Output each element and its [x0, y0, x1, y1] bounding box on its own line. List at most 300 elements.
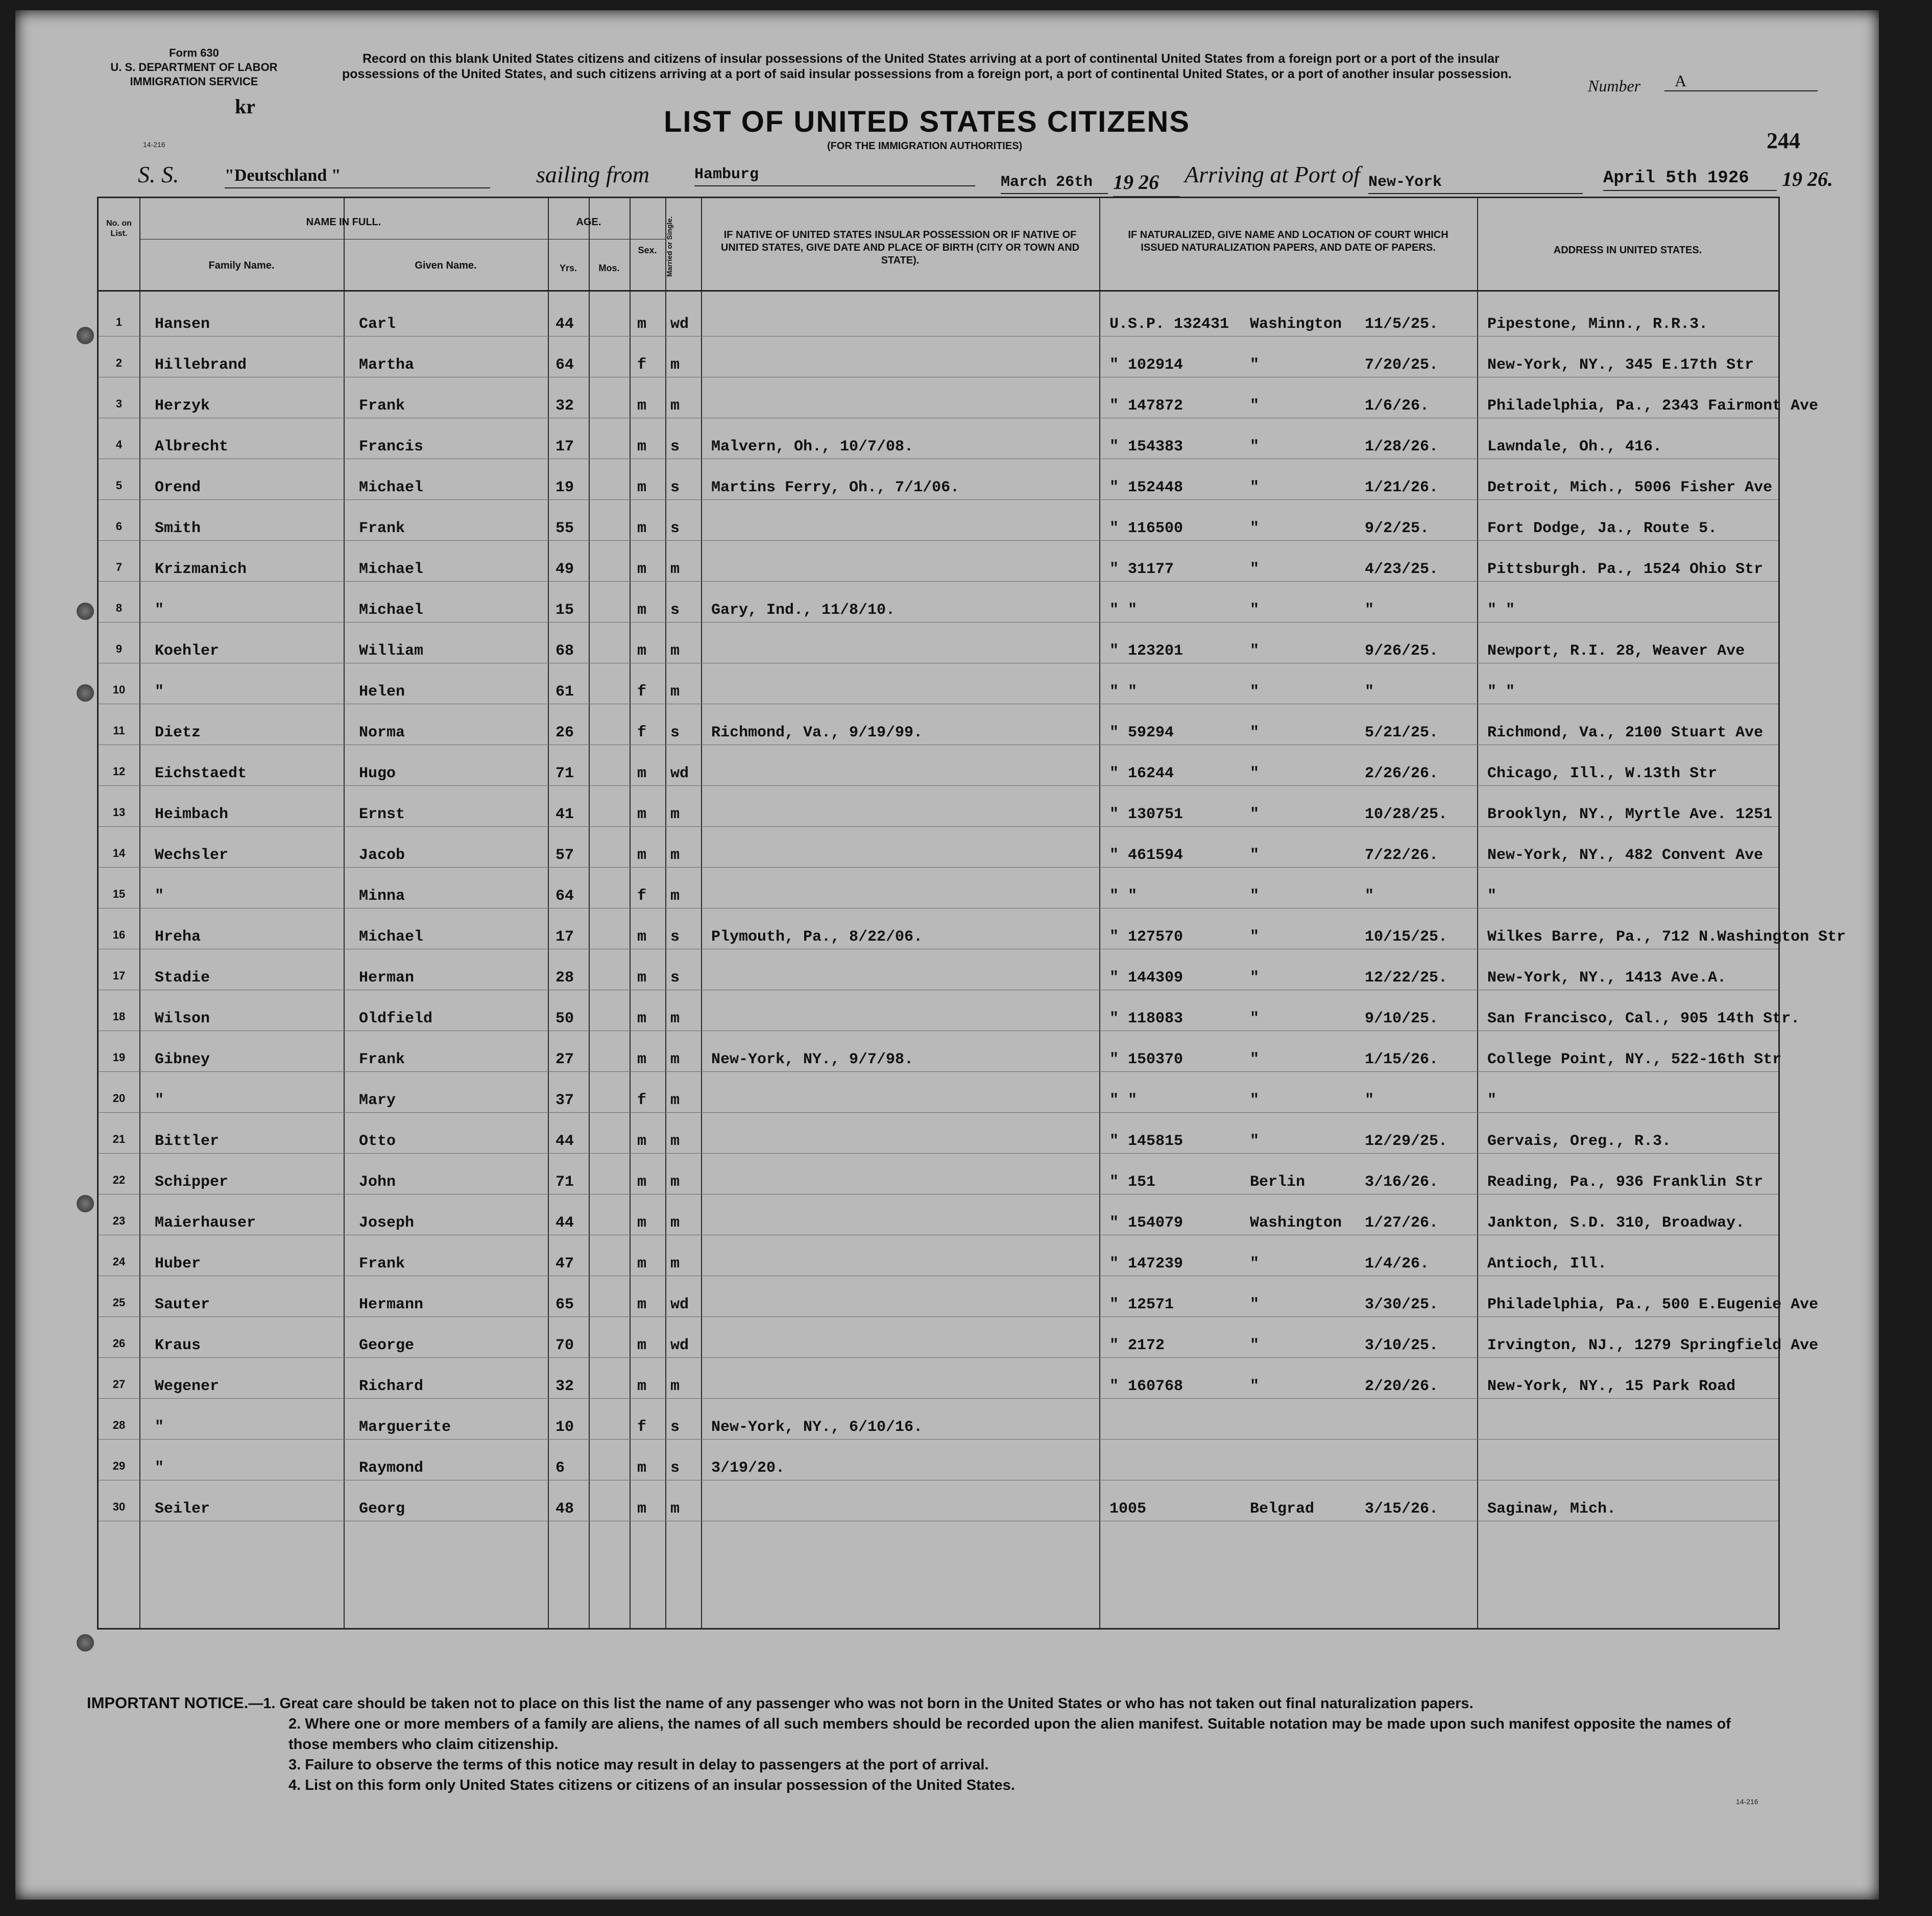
- header-name-in-full: NAME IN FULL.: [306, 217, 381, 228]
- row-number: 3: [115, 397, 123, 410]
- birth-place-date: 3/19/20.: [711, 1459, 785, 1477]
- row-number: 7: [115, 561, 123, 573]
- marital-status: m: [670, 1500, 680, 1518]
- given-name: Jacob: [359, 847, 405, 864]
- record-instructions: Record on this blank United States citizens and citizens of insular possessions of the United States arriving at a port of continental United States from a foreign port or a port of the insular possessions of the United States, and such citizens arriving at a port of said insular possessions from a foreign port, a port of continental United States, or a port of another insular possession.: [342, 52, 1512, 81]
- naturalization-date: 5/21/25.: [1365, 724, 1439, 741]
- us-address: Pipestone, Minn., R.R.3.: [1487, 316, 1708, 333]
- year-from: 19 26: [1113, 170, 1179, 197]
- header-age: AGE.: [576, 217, 601, 228]
- marital-status: s: [670, 724, 680, 741]
- court-location: ": [1250, 1010, 1260, 1027]
- row-number: 19: [112, 1051, 126, 1064]
- naturalization-date: 2/26/26.: [1365, 765, 1439, 782]
- family-name: ": [155, 1459, 164, 1477]
- punch-hole: [77, 603, 94, 620]
- naturalization-certificate: " 154383: [1109, 438, 1184, 456]
- court-location: ": [1250, 1133, 1260, 1150]
- marital-status: m: [670, 1133, 680, 1150]
- ss-label: S. S.: [138, 161, 179, 187]
- date-to: April 5th 1926: [1603, 169, 1777, 191]
- row-number: 4: [115, 438, 123, 451]
- header-address: ADDRESS IN UNITED STATES.: [1553, 245, 1702, 256]
- naturalization-date: ": [1365, 888, 1374, 905]
- us-address: Brooklyn, NY., Myrtle Ave. 1251: [1487, 806, 1773, 823]
- birth-place-date: Richmond, Va., 9/19/99.: [711, 724, 923, 741]
- marital-status: s: [670, 602, 680, 619]
- row-number: 10: [112, 683, 126, 696]
- naturalization-date: 1/27/26.: [1365, 1214, 1439, 1232]
- page-title: LIST OF UNITED STATES CITIZENS: [664, 105, 1190, 138]
- naturalization-date: 9/26/25.: [1365, 642, 1439, 660]
- naturalization-certificate: " 144309: [1109, 969, 1184, 987]
- row-number: 12: [112, 765, 126, 778]
- court-location: ": [1250, 1296, 1260, 1313]
- us-address: Philadelphia, Pa., 2343 Fairmont Ave: [1487, 397, 1819, 415]
- birth-place-date: Gary, Ind., 11/8/10.: [711, 602, 896, 619]
- marital-status: m: [670, 1255, 680, 1273]
- sex: m: [637, 765, 647, 782]
- us-address: Jankton, S.D. 310, Broadway.: [1487, 1214, 1745, 1232]
- court-location: Washington: [1250, 316, 1342, 333]
- given-name: Hugo: [359, 765, 396, 782]
- sex: m: [637, 479, 647, 496]
- age-years: 44: [556, 316, 574, 333]
- row-rule: [99, 826, 1778, 827]
- row-number: 25: [112, 1296, 126, 1309]
- us-address: Richmond, Va., 2100 Stuart Ave: [1487, 724, 1764, 741]
- row-number: 15: [112, 888, 126, 900]
- row-rule: [99, 1398, 1778, 1399]
- family-name: ": [155, 683, 164, 701]
- row-number: 30: [112, 1500, 126, 1513]
- sex: m: [637, 1296, 647, 1313]
- punch-hole: [77, 684, 94, 702]
- row-rule: [99, 1071, 1778, 1072]
- naturalization-certificate: " 116500: [1109, 520, 1184, 537]
- naturalization-certificate: " 2172: [1109, 1337, 1165, 1354]
- family-name: Wegener: [155, 1378, 220, 1395]
- age-years: 68: [556, 642, 574, 660]
- row-rule: [99, 1112, 1778, 1113]
- naturalization-date: 3/16/26.: [1365, 1173, 1439, 1191]
- marital-status: m: [670, 397, 680, 415]
- row-number: 18: [112, 1010, 126, 1023]
- naturalization-certificate: " ": [1109, 602, 1138, 619]
- age-years: 41: [556, 806, 574, 823]
- family-name: Maierhauser: [155, 1214, 256, 1232]
- birth-place-date: Martins Ferry, Oh., 7/1/06.: [711, 479, 960, 496]
- given-name: Michael: [359, 561, 424, 578]
- given-name: Frank: [359, 520, 405, 537]
- marital-status: wd: [670, 1337, 689, 1354]
- row-number: 11: [113, 724, 125, 737]
- row-number: 6: [115, 520, 123, 533]
- age-years: 37: [556, 1092, 574, 1109]
- family-name: Kraus: [155, 1337, 201, 1354]
- header-sex: Sex.: [638, 245, 657, 255]
- family-name: Wechsler: [155, 847, 229, 864]
- port-from: Hamburg: [694, 166, 975, 186]
- number-label: Number: [1588, 77, 1641, 95]
- marital-status: m: [670, 806, 680, 823]
- court-location: ": [1250, 847, 1260, 864]
- naturalization-certificate: " 147239: [1109, 1255, 1184, 1273]
- family-name: Dietz: [155, 724, 201, 741]
- row-number: 9: [115, 642, 123, 655]
- court-location: ": [1250, 806, 1260, 823]
- row-number: 13: [112, 806, 126, 819]
- sex: m: [637, 806, 647, 823]
- birth-place-date: New-York, NY., 6/10/16.: [711, 1419, 923, 1436]
- voyage-line: [117, 161, 1833, 194]
- naturalization-date: 3/30/25.: [1365, 1296, 1439, 1313]
- given-name: Otto: [359, 1133, 396, 1150]
- sex: m: [637, 847, 647, 864]
- page-number: 244: [1767, 128, 1800, 153]
- naturalization-certificate: " 12571: [1109, 1296, 1174, 1313]
- given-name: John: [359, 1173, 396, 1191]
- sex: m: [637, 1133, 647, 1150]
- naturalization-date: 9/2/25.: [1365, 520, 1430, 537]
- family-name: Hillebrand: [155, 356, 247, 374]
- court-location: ": [1250, 1378, 1260, 1395]
- important-notice: [87, 1693, 1772, 1795]
- naturalization-certificate: " 461594: [1109, 847, 1184, 864]
- naturalization-date: 1/6/26.: [1365, 397, 1430, 415]
- naturalization-date: 10/15/25.: [1365, 928, 1448, 946]
- header-no-on-list: No. on List.: [106, 219, 132, 238]
- punch-hole: [77, 327, 94, 344]
- row-rule: [99, 785, 1778, 786]
- given-name: Michael: [359, 602, 424, 619]
- age-years: 19: [556, 479, 574, 496]
- marital-status: m: [670, 1173, 680, 1191]
- court-location: ": [1250, 397, 1260, 415]
- marital-status: m: [670, 1214, 680, 1232]
- naturalization-date: 1/28/26.: [1365, 438, 1439, 456]
- marital-status: s: [670, 520, 680, 537]
- punch-hole: [77, 1634, 94, 1651]
- notice-item-1: IMPORTANT NOTICE.—1. Great care should be taken not to place on this list the name of any passenger who was not born in the United States or who has not taken out final naturalization papers.: [87, 1694, 1474, 1712]
- naturalization-date: 1/4/26.: [1365, 1255, 1430, 1273]
- sex: m: [637, 1010, 647, 1027]
- given-name: Francis: [359, 438, 424, 456]
- us-address: New-York, NY., 15 Park Road: [1487, 1378, 1736, 1395]
- family-name: ": [155, 1419, 164, 1436]
- court-location: ": [1250, 479, 1260, 496]
- given-name: Marguerite: [359, 1419, 451, 1436]
- header-yrs: Yrs.: [559, 263, 577, 273]
- row-number: 8: [115, 602, 123, 614]
- age-years: 6: [556, 1459, 565, 1477]
- court-location: ": [1250, 520, 1260, 537]
- family-name: Smith: [155, 520, 201, 537]
- header-married-single: Married or Single.: [665, 216, 673, 277]
- ship-name: "Deutschland ": [225, 166, 490, 188]
- family-name: Eichstaedt: [155, 765, 247, 782]
- naturalization-date: 7/20/25.: [1365, 356, 1439, 374]
- given-name: Mary: [359, 1092, 396, 1109]
- header-naturalized: IF NATURALIZED, GIVE NAME AND LOCATION OF COURT WHICH ISSUED NATURALIZATION PAPERS, AND DATE OF PAPERS.: [1128, 229, 1448, 253]
- given-name: Oldfield: [359, 1010, 433, 1027]
- naturalization-certificate: " 16244: [1109, 765, 1174, 782]
- sex: m: [637, 1255, 647, 1273]
- naturalization-date: 12/29/25.: [1365, 1133, 1448, 1150]
- row-number: 22: [112, 1173, 126, 1186]
- age-years: 32: [556, 397, 574, 415]
- notice-item-3: 3. Failure to observe the terms of this notice may result in delay to passengers at the port of arrival.: [288, 1757, 989, 1773]
- given-name: Frank: [359, 1255, 405, 1273]
- birth-place-date: New-York, NY., 9/7/98.: [711, 1051, 914, 1068]
- us-address: Antioch, Ill.: [1487, 1255, 1607, 1273]
- family-name: Gibney: [155, 1051, 210, 1068]
- us-address: Gervais, Oreg., R.3.: [1487, 1133, 1672, 1150]
- marital-status: wd: [670, 316, 689, 333]
- court-location: ": [1250, 765, 1260, 782]
- court-location: Belgrad: [1250, 1500, 1315, 1518]
- sex: m: [637, 520, 647, 537]
- family-name: ": [155, 1092, 164, 1109]
- us-address: Irvington, NJ., 1279 Springfield Ave: [1487, 1337, 1819, 1354]
- us-address: Detroit, Mich., 5006 Fisher Ave: [1487, 479, 1773, 496]
- sex: m: [637, 1378, 647, 1395]
- naturalization-certificate: " 145815: [1109, 1133, 1184, 1150]
- row-rule: [99, 1357, 1778, 1358]
- family-name: Hansen: [155, 316, 210, 333]
- given-name: Raymond: [359, 1459, 424, 1477]
- service: IMMIGRATION SERVICE: [130, 75, 258, 88]
- naturalization-certificate: " 127570: [1109, 928, 1184, 946]
- age-years: 64: [556, 356, 574, 374]
- given-name: Norma: [359, 724, 405, 741]
- department: U. S. DEPARTMENT OF LABOR: [110, 61, 278, 74]
- sex: f: [637, 1092, 647, 1109]
- us-address: Fort Dodge, Ja., Route 5.: [1487, 520, 1718, 537]
- naturalization-certificate: " 154079: [1109, 1214, 1184, 1232]
- us-address: Reading, Pa., 936 Franklin Str: [1487, 1173, 1764, 1191]
- age-years: 32: [556, 1378, 574, 1395]
- family-name: Seiler: [155, 1500, 210, 1518]
- given-name: Joseph: [359, 1214, 415, 1232]
- age-years: 17: [556, 438, 574, 456]
- court-location: ": [1250, 438, 1260, 456]
- naturalization-date: ": [1365, 1092, 1374, 1109]
- us-address: " ": [1487, 683, 1515, 701]
- given-name: Richard: [359, 1378, 424, 1395]
- marital-status: wd: [670, 1296, 689, 1313]
- row-rule: [99, 1439, 1778, 1440]
- age-years: 70: [556, 1337, 574, 1354]
- age-years: 17: [556, 928, 574, 946]
- sex: f: [637, 1419, 647, 1436]
- number-value: A: [1664, 71, 1818, 91]
- row-rule: [99, 1316, 1778, 1317]
- sex: f: [637, 724, 647, 741]
- row-rule: [99, 867, 1778, 868]
- family-name: Wilson: [155, 1010, 210, 1027]
- naturalization-certificate: " 102914: [1109, 356, 1184, 374]
- naturalization-date: 3/15/26.: [1365, 1500, 1439, 1518]
- naturalization-certificate: 1005: [1109, 1500, 1147, 1518]
- notice-item-2: 2. Where one or more members of a family are aliens, the names of all such members should be recorded upon the alien manifest. Suitable notation may be made upon such manifest opposite the names of those members who claim citizenship.: [288, 1716, 1731, 1753]
- marital-status: m: [670, 888, 680, 905]
- family-name: ": [155, 888, 164, 905]
- us-address: New-York, NY., 482 Convent Ave: [1487, 847, 1764, 864]
- court-location: ": [1250, 642, 1260, 660]
- age-years: 44: [556, 1214, 574, 1232]
- sex: m: [637, 561, 647, 578]
- us-address: Newport, R.I. 28, Weaver Ave: [1487, 642, 1745, 660]
- age-years: 44: [556, 1133, 574, 1150]
- naturalization-certificate: " 150370: [1109, 1051, 1184, 1068]
- family-name: Hreha: [155, 928, 201, 946]
- us-address: Pittsburgh. Pa., 1524 Ohio Str: [1487, 561, 1764, 578]
- age-years: 27: [556, 1051, 574, 1068]
- marital-status: s: [670, 928, 680, 946]
- naturalization-certificate: " 160768: [1109, 1378, 1184, 1395]
- naturalization-date: 1/15/26.: [1365, 1051, 1439, 1068]
- us-address: ": [1487, 1092, 1497, 1109]
- marital-status: s: [670, 969, 680, 987]
- given-name: Frank: [359, 1051, 405, 1068]
- age-years: 71: [556, 1173, 574, 1191]
- marital-status: m: [670, 1051, 680, 1068]
- naturalization-date: 2/20/26.: [1365, 1378, 1439, 1395]
- marital-status: m: [670, 642, 680, 660]
- row-number: 26: [112, 1337, 126, 1350]
- row-rule: [99, 581, 1778, 582]
- court-location: Berlin: [1250, 1173, 1306, 1191]
- marital-status: m: [670, 1378, 680, 1395]
- family-name: Koehler: [155, 642, 220, 660]
- given-name: Hermann: [359, 1296, 424, 1313]
- marital-status: m: [670, 561, 680, 578]
- given-name: Helen: [359, 683, 405, 701]
- naturalization-date: 11/5/25.: [1365, 316, 1439, 333]
- us-address: Lawndale, Oh., 416.: [1487, 438, 1662, 456]
- age-years: 65: [556, 1296, 574, 1313]
- family-name: Huber: [155, 1255, 201, 1273]
- age-years: 57: [556, 847, 574, 864]
- court-location: ": [1250, 1255, 1260, 1273]
- marital-status: s: [670, 1419, 680, 1436]
- family-name: Sauter: [155, 1296, 210, 1313]
- us-address: New-York, NY., 1413 Ave.A.: [1487, 969, 1727, 987]
- age-years: 64: [556, 888, 574, 905]
- age-years: 49: [556, 561, 574, 578]
- age-years: 26: [556, 724, 574, 741]
- sex: m: [637, 969, 647, 987]
- sex: m: [637, 602, 647, 619]
- notice-heading: IMPORTANT NOTICE.: [87, 1694, 249, 1712]
- sex: m: [637, 438, 647, 456]
- year-to: 19 26.: [1782, 167, 1833, 190]
- row-number: 21: [112, 1133, 126, 1145]
- sex: m: [637, 1173, 647, 1191]
- sex: m: [637, 1500, 647, 1518]
- notice-item-4: 4. List on this form only United States citizens or citizens of an insular possession of the United States.: [288, 1777, 1015, 1793]
- us-address: ": [1487, 888, 1497, 905]
- given-name: Michael: [359, 928, 424, 946]
- row-rule: [99, 540, 1778, 541]
- family-name: Stadie: [155, 969, 210, 987]
- court-location: ": [1250, 969, 1260, 987]
- court-location: ": [1250, 1092, 1260, 1109]
- naturalization-date: 9/10/25.: [1365, 1010, 1439, 1027]
- marital-status: s: [670, 479, 680, 496]
- given-name: Georg: [359, 1500, 405, 1518]
- naturalization-date: 3/10/25.: [1365, 1337, 1439, 1354]
- court-location: ": [1250, 683, 1260, 701]
- naturalization-certificate: " 147872: [1109, 397, 1184, 415]
- naturalization-certificate: " ": [1109, 683, 1138, 701]
- marital-status: m: [670, 356, 680, 374]
- row-number: 14: [112, 847, 126, 859]
- naturalization-date: 7/22/26.: [1365, 847, 1439, 864]
- header-native: IF NATIVE OF UNITED STATES INSULAR POSSESSION OR IF NATIVE OF UNITED STATES, GIVE DATE AND PLACE OF BIRTH (CITY OR TOWN AND STATE).: [720, 229, 1080, 266]
- age-years: 55: [556, 520, 574, 537]
- row-number: 28: [112, 1419, 126, 1431]
- row-number: 16: [112, 928, 126, 941]
- given-name: Ernst: [359, 806, 405, 823]
- row-rule: [99, 336, 1778, 337]
- court-location: Washington: [1250, 1214, 1342, 1232]
- naturalization-certificate: " 130751: [1109, 806, 1184, 823]
- sex: f: [637, 683, 647, 701]
- clerk-mark: kr: [235, 95, 255, 118]
- sailing-label: sailing from: [536, 161, 649, 187]
- sex: m: [637, 1214, 647, 1232]
- given-name: Minna: [359, 888, 405, 905]
- sex: f: [637, 356, 647, 374]
- age-years: 50: [556, 1010, 574, 1027]
- marital-status: m: [670, 847, 680, 864]
- sex: m: [637, 1051, 647, 1068]
- age-years: 61: [556, 683, 574, 701]
- given-name: Frank: [359, 397, 405, 415]
- naturalization-date: 1/21/26.: [1365, 479, 1439, 496]
- naturalization-date: 4/23/25.: [1365, 561, 1439, 578]
- family-name: Herzyk: [155, 397, 210, 415]
- court-location: ": [1250, 928, 1260, 946]
- naturalization-certificate: " 118083: [1109, 1010, 1184, 1027]
- marital-status: s: [670, 1459, 680, 1477]
- family-name: Orend: [155, 479, 201, 496]
- row-rule: [99, 1153, 1778, 1154]
- us-address: " ": [1487, 602, 1515, 619]
- given-name: Herman: [359, 969, 415, 987]
- marital-status: wd: [670, 765, 689, 782]
- birth-place-date: Malvern, Oh., 10/7/08.: [711, 438, 914, 456]
- court-location: ": [1250, 724, 1260, 741]
- marital-status: m: [670, 683, 680, 701]
- row-number: 17: [112, 969, 126, 982]
- us-address: San Francisco, Cal., 905 14th Str.: [1487, 1010, 1800, 1027]
- header-family-name: Family Name.: [208, 260, 275, 271]
- age-years: 10: [556, 1419, 574, 1436]
- age-years: 71: [556, 765, 574, 782]
- us-address: Wilkes Barre, Pa., 712 N.Washington Str: [1487, 928, 1846, 946]
- port-to: New-York: [1368, 174, 1583, 194]
- punch-hole: [77, 1195, 94, 1212]
- us-address: Chicago, Ill., W.13th Str: [1487, 765, 1718, 782]
- form-code-top: 14-216: [143, 140, 165, 149]
- marital-status: s: [670, 438, 680, 456]
- family-name: Bittler: [155, 1133, 220, 1150]
- sex: m: [637, 642, 647, 660]
- naturalization-certificate: " 151: [1109, 1173, 1156, 1191]
